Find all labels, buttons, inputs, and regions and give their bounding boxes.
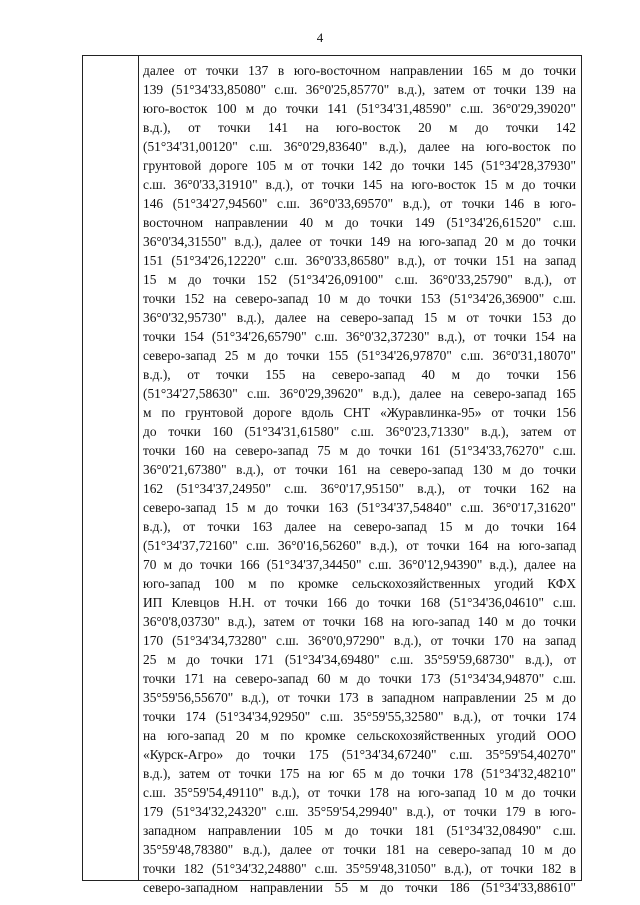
text-line: 36°0'34,31550" в.д.), далее от точки 149 на юго-запад 20 м до точки — [143, 234, 576, 249]
text-line: в.д.), от точки 141 на юго-восток 20 м до точки 142 — [143, 120, 576, 135]
text-line: юго-восток 100 м до точки 141 (51°34'31,48590" с.ш. 36°0'29,39020" — [143, 101, 576, 116]
text-line: северо-западном направлении 55 м до точки 186 (51°34'33,88610" — [143, 880, 576, 895]
text-line: 139 (51°34'33,85080" с.ш. 36°0'25,85770" в.д.), затем от точки 139 на — [143, 82, 576, 97]
text-line: 35°59'48,78380" в.д.), далее от точки 181 на северо-запад 10 м до — [143, 842, 576, 857]
page-number: 4 — [316, 30, 324, 45]
text-line: в.д.), от точки 163 далее на северо-запад 15 м до точки 164 — [143, 519, 576, 534]
text-line: 70 м до точки 166 (51°34'37,34450" с.ш. 36°0'12,94390" в.д.), далее на — [143, 557, 576, 572]
text-line: точки 182 (51°34'32,24880" с.ш. 35°59'48,31050" в.д.), от точки 182 в — [143, 861, 576, 876]
text-line: 25 м до точки 171 (51°34'34,69480" с.ш. 35°59'59,68730" в.д.), от — [143, 652, 576, 667]
text-line: в.д.), затем от точки 175 на юг 65 м до точки 178 (51°34'32,48210" — [143, 766, 576, 781]
text-line: далее от точки 137 в юго-восточном направлении 165 м до точки — [143, 63, 576, 78]
text-line: 162 (51°34'37,24950" с.ш. 36°0'17,95150" в.д.), от точки 162 на — [143, 481, 576, 496]
text-line: с.ш. 36°0'33,31910" в.д.), от точки 145 на юго-восток 15 м до точки — [143, 177, 576, 192]
text-line: до точки 160 (51°34'31,61580" с.ш. 36°0'23,71330" в.д.), затем от — [143, 424, 576, 439]
text-line: точки 154 (51°34'26,65790" с.ш. 36°0'32,37230" в.д.), от точки 154 на — [143, 329, 576, 344]
text-line: в.д.), от точки 155 на северо-запад 40 м до точки 156 — [143, 367, 576, 382]
text-line: северо-запад 15 м до точки 163 (51°34'37,54840" с.ш. 36°0'17,31620" — [143, 500, 576, 515]
text-line: северо-запад 25 м до точки 155 (51°34'26,97870" с.ш. 36°0'31,18070" — [143, 348, 576, 363]
text-line: «Курск-Агро» до точки 175 (51°34'34,67240" с.ш. 35°59'54,40270" — [143, 747, 576, 762]
text-line: точки 174 (51°34'34,92950" с.ш. 35°59'55,32580" в.д.), от точки 174 — [143, 709, 576, 724]
text-line: 36°0'21,67380" в.д.), от точки 161 на северо-запад 130 м до точки — [143, 462, 576, 477]
text-line: 15 м до точки 152 (51°34'26,09100" с.ш. 36°0'33,25790" в.д.), от — [143, 272, 576, 287]
text-line: на юго-запад 20 м по кромке сельскохозяйственных угодий ООО — [143, 728, 576, 743]
text-line: 36°0'8,03730" в.д.), затем от точки 168 на юго-запад 140 м до точки — [143, 614, 576, 629]
text-line: точки 152 на северо-запад 10 м до точки 153 (51°34'26,36900" с.ш. — [143, 291, 576, 306]
text-line: 36°0'32,95730" в.д.), далее на северо-запад 15 м от точки 153 до — [143, 310, 576, 325]
empty-left-cell — [83, 56, 138, 880]
text-line: восточном направлении 40 м до точки 149 (51°34'26,61520" с.ш. — [143, 215, 576, 230]
text-line: ИП Клевцов Н.Н. от точки 166 до точки 168 (51°34'36,04610" с.ш. — [143, 595, 576, 610]
text-line: точки 171 на северо-запад 60 м до точки 173 (51°34'34,94870" с.ш. — [143, 671, 576, 686]
text-line: грунтовой дороге 105 м от точки 142 до точки 145 (51°34'28,37930" — [143, 158, 576, 173]
text-line: (51°34'31,00120" с.ш. 36°0'29,83640" в.д.), далее на юго-восток по — [143, 139, 576, 154]
document-table — [82, 55, 582, 895]
text-line: (51°34'27,58630" с.ш. 36°0'29,39620" в.д.), далее на северо-запад 165 — [143, 386, 576, 401]
column-divider — [138, 56, 139, 880]
text-line: юго-запад 100 м по кромке сельскохозяйственных угодий КФХ — [143, 576, 576, 591]
text-line: с.ш. 35°59'54,49110" в.д.), от точки 178 на юго-запад 10 м до точки — [143, 785, 576, 800]
text-line: 179 (51°34'32,24320" с.ш. 35°59'54,29940" в.д.), от точки 179 в юго- — [143, 804, 576, 819]
text-line: (51°34'37,72160" с.ш. 36°0'16,56260" в.д.), от точки 164 на юго-запад — [143, 538, 576, 553]
text-line: 170 (51°34'34,73280" с.ш. 36°0'0,97290" в.д.), от точки 170 на запад — [143, 633, 576, 648]
boundary-description-text — [143, 61, 576, 897]
text-line: 151 (51°34'26,12220" с.ш. 36°0'33,86580" в.д.), от точки 151 на запад — [143, 253, 576, 268]
text-line: 146 (51°34'27,94560" с.ш. 36°0'33,69570" в.д.), от точки 146 в юго- — [143, 196, 576, 211]
text-line: м по грунтовой дороге вдоль СНТ «Журавлинка-95» от точки 156 — [143, 405, 576, 420]
text-line: западном направлении 105 м до точки 181 (51°34'32,08490" с.ш. — [143, 823, 576, 838]
text-line: 35°59'56,55670" в.д.), от точки 173 в западном направлении 25 м до — [143, 690, 576, 705]
text-line: точки 160 на северо-запад 75 м до точки 161 (51°34'33,76270" с.ш. — [143, 443, 576, 458]
